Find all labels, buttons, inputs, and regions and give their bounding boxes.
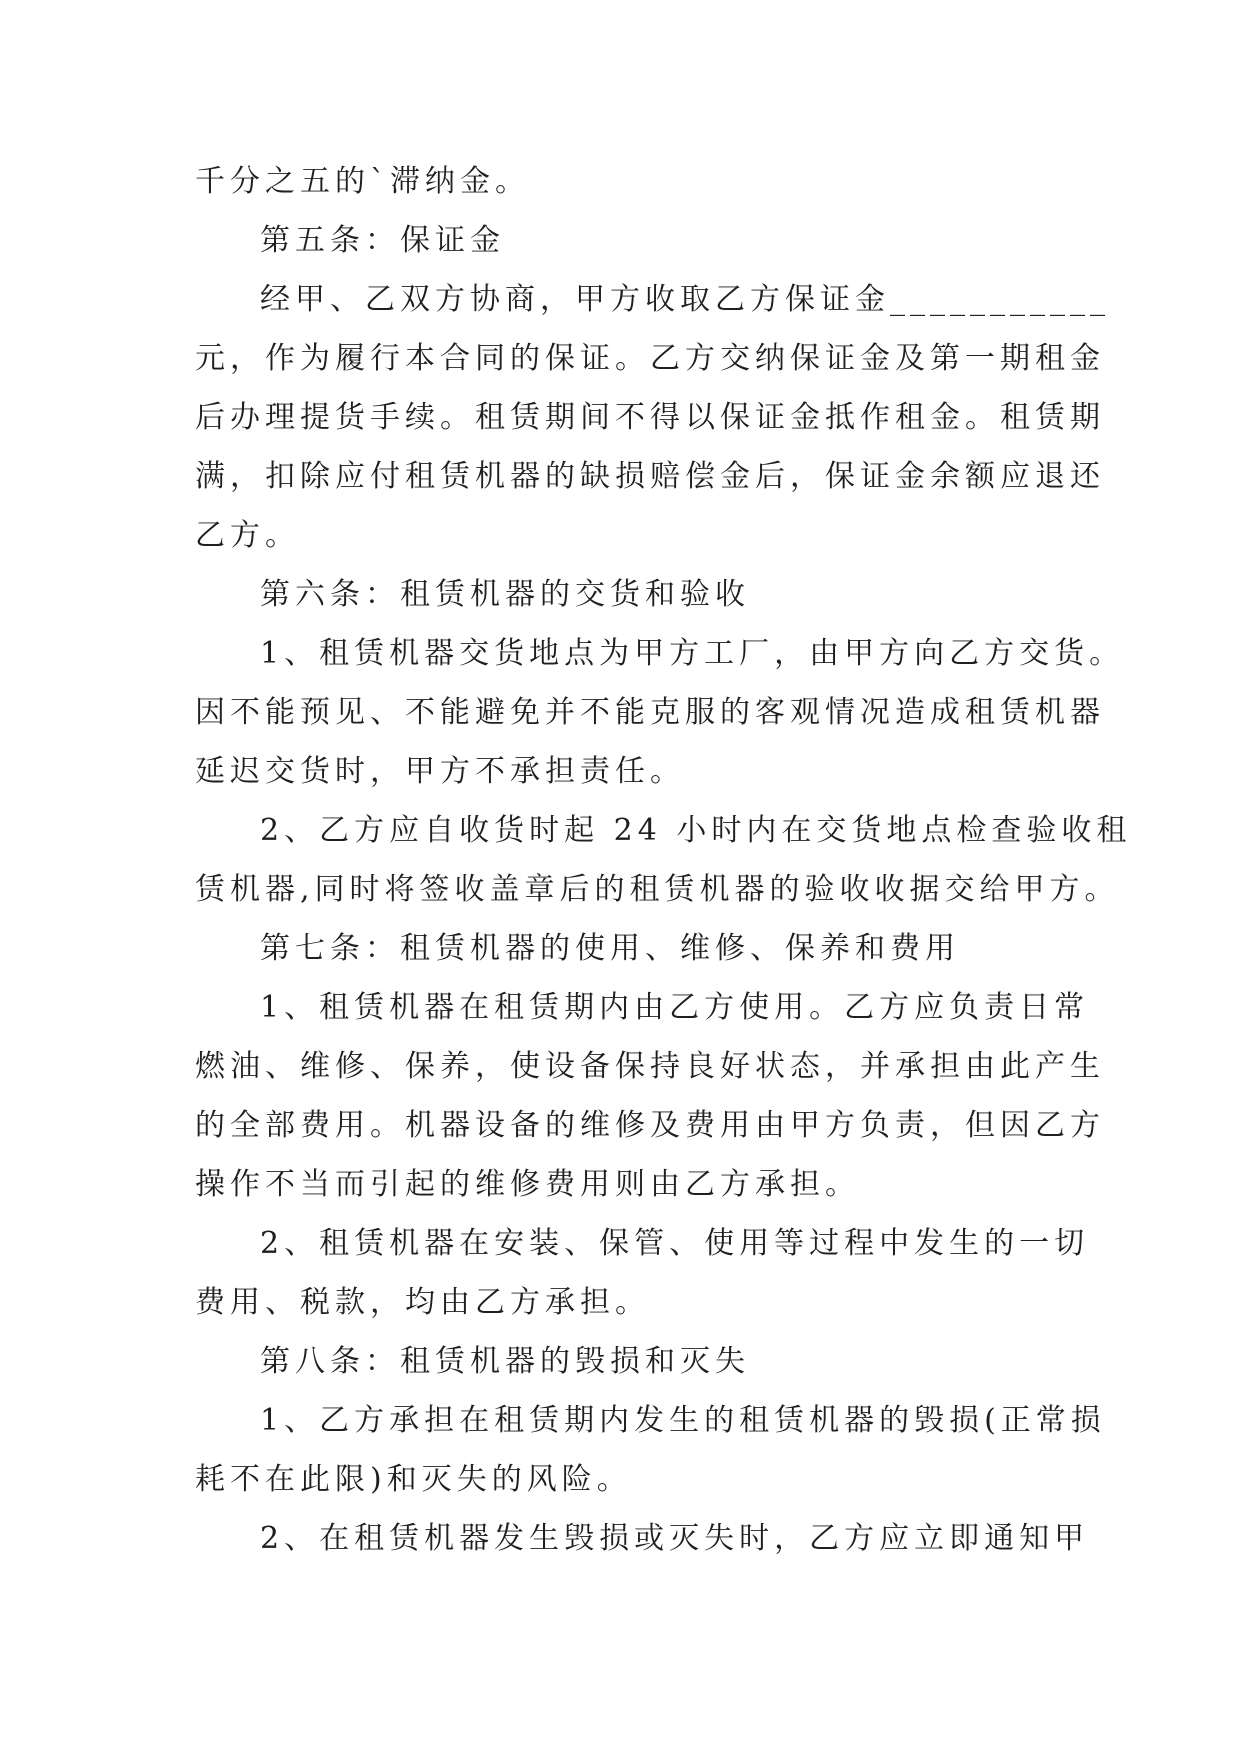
section-heading: 第六条：租赁机器的交货和验收 <box>260 577 750 612</box>
text-line: 千分之五的`滞纳金。 <box>195 164 530 199</box>
text-line: 1、乙方承担在租赁期内发生的租赁机器的毁损(正常损 <box>260 1403 1106 1438</box>
text-line: 2、在租赁机器发生毁损或灭失时，乙方应立即通知甲 <box>260 1521 1090 1556</box>
text-line: 延迟交货时，甲方不承担责任。 <box>195 754 685 789</box>
text-line: 元，作为履行本合同的保证。乙方交纳保证金及第一期租金 <box>195 341 1105 376</box>
section-heading: 第八条：租赁机器的毁损和灭失 <box>260 1344 750 1379</box>
text-line: 因不能预见、不能避免并不能克服的客观情况造成租赁机器 <box>195 695 1105 730</box>
text-line: 赁机器,同时将签收盖章后的租赁机器的验收收据交给甲方。 <box>195 872 1120 907</box>
section-heading: 第七条：租赁机器的使用、维修、保养和费用 <box>260 931 960 966</box>
document-body <box>195 152 1132 1568</box>
text-line: 后办理提货手续。租赁期间不得以保证金抵作租金。租赁期 <box>195 400 1105 435</box>
text-line: 满，扣除应付租赁机器的缺损赔偿金后，保证金余额应退还 <box>195 459 1105 494</box>
text-line: 费用、税款，均由乙方承担。 <box>195 1285 650 1320</box>
section-heading: 第五条：保证金 <box>260 223 505 258</box>
text-line: 1、租赁机器在租赁期内由乙方使用。乙方应负责日常 <box>260 990 1090 1025</box>
text-line: 耗不在此限)和灭失的风险。 <box>195 1462 632 1497</box>
text-line: 燃油、维修、保养，使设备保持良好状态，并承担由此产生 <box>195 1049 1105 1084</box>
text-line: 操作不当而引起的维修费用则由乙方承担。 <box>195 1167 860 1202</box>
text-line: 经甲、乙双方协商，甲方收取乙方保证金___________ <box>260 282 1110 317</box>
text-line: 1、租赁机器交货地点为甲方工厂，由甲方向乙方交货。 <box>260 636 1125 671</box>
text-line: 乙方。 <box>195 518 300 553</box>
text-line: 的全部费用。机器设备的维修及费用由甲方负责，但因乙方 <box>195 1108 1105 1143</box>
text-line: 2、乙方应自收货时起 24 小时内在交货地点检查验收租 <box>260 813 1132 848</box>
text-line: 2、租赁机器在安装、保管、使用等过程中发生的一切 <box>260 1226 1090 1261</box>
